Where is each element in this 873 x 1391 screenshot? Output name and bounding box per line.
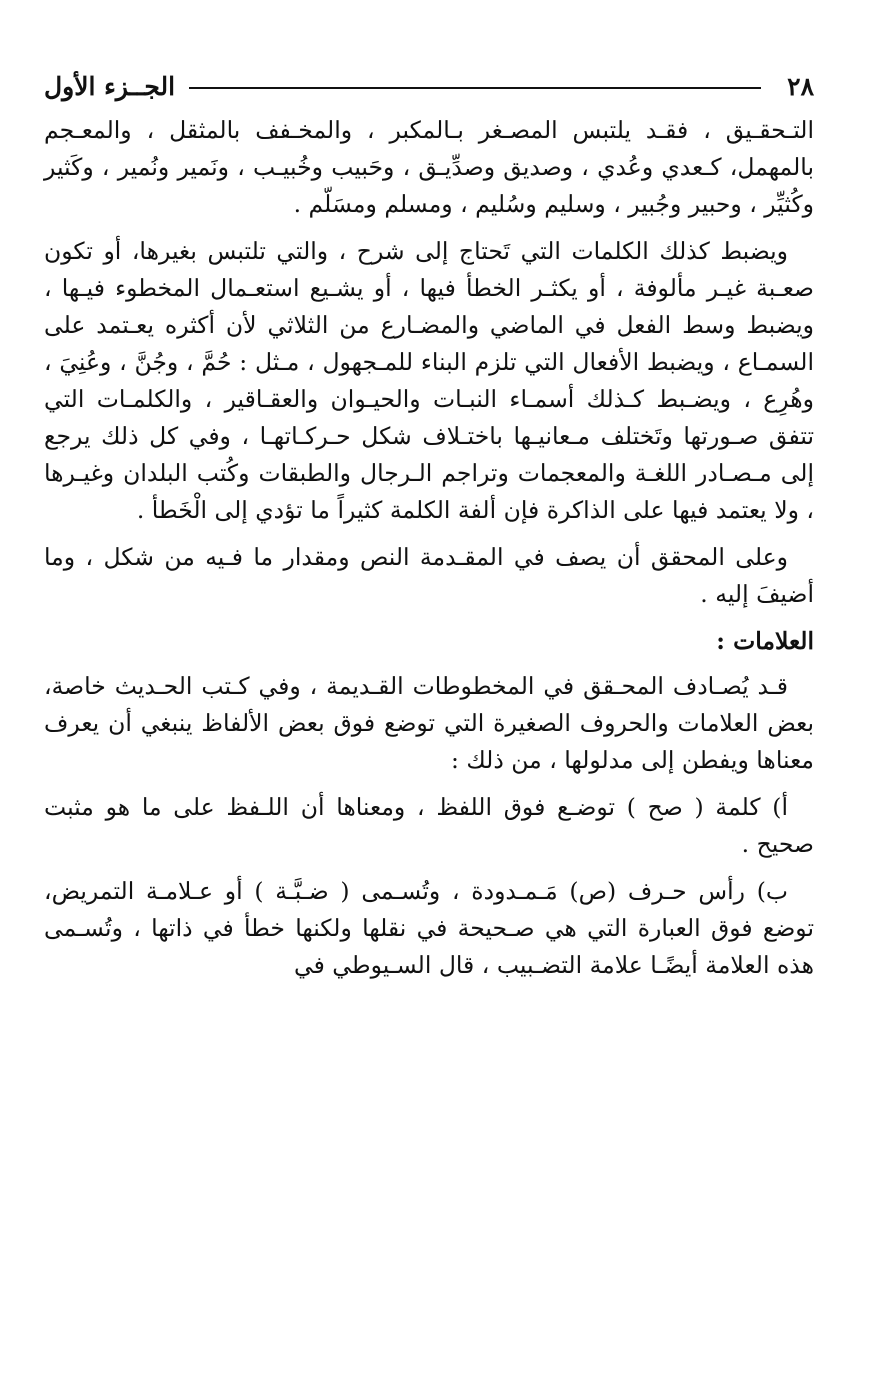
list-item: أ) كلمة ( صح ) توضـع فوق اللفظ ، ومعناها أن اللـفظ على ما هو مثبت صحيح . — [44, 793, 814, 858]
document-page — [44, 60, 814, 994]
running-title: الجــزء الأول — [44, 71, 176, 101]
paragraph: وعلى المحقق أن يصف في المقـدمة النص ومقدار ما فـيه من شكل ، وما أضيفَ إليه . — [44, 543, 814, 608]
page-header — [44, 60, 814, 112]
list-item: ب) رأس حـرف (ص) مَـمـدودة ، وتُسـمى ( ضـبَّـة ) أو عـلامـة التمريض، توضع فوق العبارة التي هي صـحيحة في نقلها ولكنها خطأ في ذاتها ، وتُسـمى هذه العلامة أيضًـا علامة التضـبيب ، قال السـيوطي في — [44, 877, 814, 979]
header-rule — [189, 87, 761, 89]
paragraph: ويضبط كذلك الكلمات التي تَحتاج إلى شرح ، والتي تلتبس بغيرها، أو تكون صعـبة غيـر مألوفة ، أو يكثـر الخطأ فيها ، أو يشـيع استعـمال المخطوء فيـها ، ويضبط وسط الفعل في الماضي والمضـارع من الثلاثي لأن أكثره يعـتمد على السمـاع ، ويضبط الأفعال التي تلزم البناء للمـجهول ، مـثل : حُمَّ ، وجُنَّ ، وعُنِيَ ، وهُرِع ، ويضـبط كـذلك أسمـاء النبـات والحيـوان والعقـاقير ، والكلمـات التي تتفق صـورتها وتَختلف مـعانيـها باختـلاف شكل حـركـاتهـا ، وفي كل ذلك يرجع إلى مـصـادر اللغـة والمعجمات وتراجم الـرجال والطبقات وكُتب البلدان وغيـرها ، ولا يعتمد فيها على الذاكرة فإن ألفة الكلمة كثيراً ما تؤدي إلى الْخَطأ . — [44, 237, 814, 524]
page-number: ٢٨ — [787, 71, 814, 101]
section-heading: العلامات : — [716, 627, 814, 655]
paragraph: قـد يُصـادف المحـقق في المخطوطات القـديمة ، وفي كـتب الحـديث خاصة، بعض العلامات والحروف الصغيرة التي توضع فوق بعض الألفاظ ينبغي أن يعرف معناها ويفطن إلى مدلولها ، من ذلك : — [44, 672, 814, 774]
body-text — [44, 112, 814, 984]
paragraph: التـحقـيق ، فقـد يلتبس المصـغر بـالمكبر ، والمخـفف بالمثقل ، والمعـجم بالمهمل، كـعدي وعُدي ، وصديق وصدِّيـق ، وحَبيب وخُبيـب ، ونَمير ونُمير ، وكَثير وكُثيِّر ، وحبير وجُبير ، وسليم وسُليم ، ومسلم ومسَلّم . — [44, 116, 814, 218]
